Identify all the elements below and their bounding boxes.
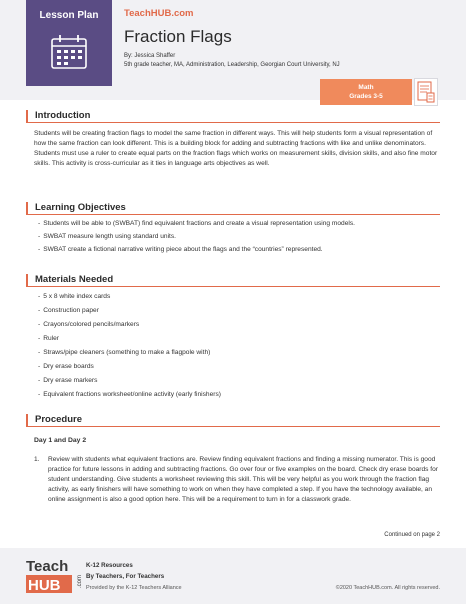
author-info — [124, 52, 340, 70]
worksheet-icon — [414, 78, 438, 106]
step-text: Review with students what equivalent fractions are. Review finding equivalent fractions and finding a missing numerator. This is good practice for future lessons in adding and subtracting fractions. Go over four or five examples on the board. Check dry erase boards for student understanding. Give students a worksheet reviewing this skill. This will be very helpful as you work through the fraction flag activity, as early finishers will have something to work on when they have completed a step. If you have the technology available, an online assignment is also a good option here. This will be a requirement to turn in for a classwork grade. — [48, 456, 438, 503]
step-number: 1. — [34, 456, 40, 463]
introduction-text: Students will be creating fraction flags to model the same fraction in different ways. This will help students form a visual representation of how the same fraction can look different. This is a building block for adding and subtracting fractions with like and unlike denominators. Students must use a ruler to create equal parts on the fraction flags which works on measurement skills, division skills, and also fine motor skills. This activity is cross-curricular as it ties in language arts objectives as well. — [34, 130, 438, 167]
material-item: - Equivalent fractions worksheet/online activity (early finishers) — [38, 391, 438, 398]
material-item: - 5 x 8 white index cards — [38, 293, 438, 300]
introduction-heading: Introduction — [26, 110, 440, 123]
material-item: - Straws/pipe cleaners (something to make a flagpole with) — [38, 349, 438, 356]
objective-item: - Students will be able to (SWBAT) find equivalent fractions and create a visual representation using models. — [38, 220, 438, 227]
author-name: By: Jessica Shaffer — [124, 53, 176, 59]
lesson-plan-label: Lesson Plan — [39, 10, 99, 21]
material-item: - Ruler — [38, 335, 438, 342]
objective-item: - SWBAT measure length using standard units. — [38, 233, 438, 240]
footer-provider: Provided by the K-12 Teachers Alliance — [86, 585, 182, 591]
grades-label: Grades 3-5 — [349, 93, 383, 100]
lesson-plan-tab — [26, 0, 112, 86]
copyright-text: ©2020 TeachHUB.com. All rights reserved. — [335, 585, 440, 591]
day-label: Day 1 and Day 2 — [34, 437, 87, 444]
objectives-heading: Learning Objectives — [26, 202, 440, 215]
author-credentials: 5th grade teacher, MA, Administration, Leadership, Georgian Court University, NJ — [124, 62, 340, 68]
brand-name: TeachHUB.com — [124, 8, 194, 19]
objective-item: - SWBAT create a fictional narrative writing piece about the flags and the “countries” represented. — [38, 246, 438, 253]
svg-text:Teach: Teach — [26, 558, 69, 575]
subject-label: Math — [358, 84, 374, 91]
calendar-icon — [50, 34, 88, 70]
svg-text:HUB: HUB — [28, 577, 61, 594]
footer-tagline: By Teachers, For Teachers — [86, 573, 165, 580]
page-title: Fraction Flags — [124, 27, 232, 46]
svg-text:.com: .com — [77, 574, 83, 588]
material-item: - Dry erase boards — [38, 363, 438, 370]
material-item: - Crayons/colored pencils/markers — [38, 321, 438, 328]
materials-heading: Materials Needed — [26, 274, 440, 287]
material-item: - Construction paper — [38, 307, 438, 314]
footer-resources: K-12 Resources — [86, 562, 133, 569]
continued-note: Continued on page 2 — [384, 532, 440, 538]
subject-grade-badge — [320, 79, 412, 105]
procedure-heading: Procedure — [26, 414, 440, 427]
material-item: - Dry erase markers — [38, 377, 438, 384]
procedure-step — [34, 455, 438, 505]
